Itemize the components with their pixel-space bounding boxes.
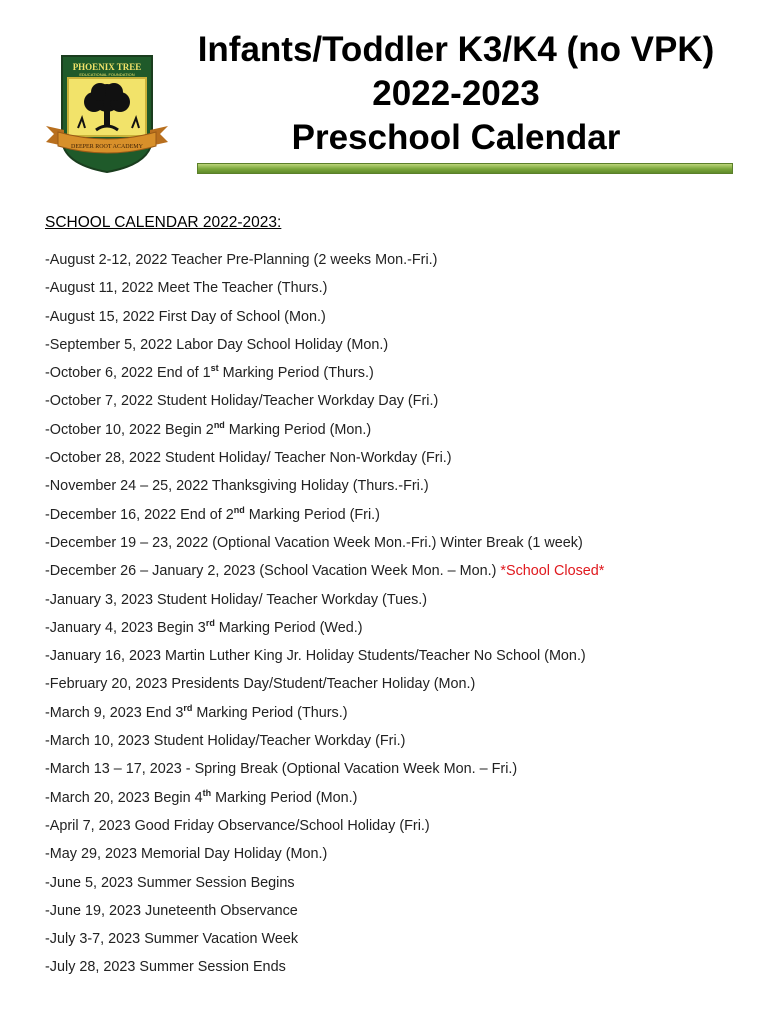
event-text-continued: Marking Period (Fri.) [244, 506, 380, 523]
event-text: -June 5, 2023 Summer Session Begins [45, 874, 295, 891]
event-text: -December 16, 2022 End of 2 [45, 506, 234, 523]
calendar-event [45, 899, 604, 927]
calendar-event [45, 531, 604, 559]
logo-top-text: PHOENIX TREE [72, 62, 142, 72]
event-text: -March 10, 2023 Student Holiday/Teacher Workday (Fri.) [45, 733, 406, 750]
ordinal-suffix: th [202, 787, 212, 798]
event-text: -June 19, 2023 Juneteenth Observance [45, 902, 298, 919]
calendar-event [45, 616, 604, 644]
document-title [180, 28, 732, 160]
calendar-event [45, 927, 604, 955]
calendar-event [45, 871, 604, 899]
event-text-continued: Marking Period (Mon.) [211, 789, 358, 806]
school-closed-note: *School Closed* [500, 563, 605, 580]
calendar-event [45, 418, 604, 446]
calendar-event [45, 786, 604, 814]
event-text: -December 19 – 23, 2022 (Optional Vacation Week Mon.-Fri.) Winter Break (1 week) [45, 534, 583, 551]
calendar-event [45, 305, 604, 333]
title-line-1: Infants/Toddler K3/K4 (no VPK) [197, 30, 715, 69]
calendar-event [45, 588, 604, 616]
calendar-event [45, 729, 604, 757]
event-text-continued: Marking Period (Mon.) [224, 421, 372, 438]
event-text: -July 28, 2023 Summer Session Ends [45, 959, 286, 976]
calendar-event [45, 559, 604, 587]
title-line-3: Preschool Calendar [291, 118, 621, 157]
event-text: -November 24 – 25, 2022 Thanksgiving Holiday (Thurs.-Fri.) [45, 478, 429, 495]
event-text: -October 7, 2022 Student Holiday/Teacher Workday Day (Fri.) [45, 393, 439, 410]
section-heading: SCHOOL CALENDAR 2022-2023: [45, 214, 282, 231]
calendar-event [45, 389, 604, 417]
calendar-event [45, 248, 604, 276]
calendar-event [45, 276, 604, 304]
calendar-event [45, 333, 604, 361]
event-text: -December 26 – January 2, 2023 (School Vacation Week Mon. – Mon.) [45, 563, 501, 580]
calendar-event [45, 644, 604, 672]
ordinal-suffix: rd [183, 702, 193, 713]
calendar-event [45, 446, 604, 474]
event-text: -October 10, 2022 Begin 2 [45, 421, 214, 438]
event-text: -March 9, 2023 End 3 [45, 704, 184, 721]
event-text: -May 29, 2023 Memorial Day Holiday (Mon.) [45, 846, 328, 863]
event-text: -September 5, 2022 Labor Day School Holiday (Mon.) [45, 336, 389, 353]
title-divider [197, 163, 733, 174]
phoenix-tree-logo [44, 46, 170, 174]
ordinal-suffix: nd [233, 504, 245, 515]
calendar-event [45, 701, 604, 729]
event-text: -January 3, 2023 Student Holiday/ Teacher Workday (Tues.) [45, 591, 428, 608]
calendar-event [45, 503, 604, 531]
ordinal-suffix: nd [213, 419, 225, 430]
event-text-continued: Marking Period (Thurs.) [192, 704, 348, 721]
calendar-event [45, 361, 604, 389]
calendar-event [45, 474, 604, 502]
ordinal-suffix: st [210, 363, 219, 374]
calendar-event [45, 814, 604, 842]
calendar-event [45, 672, 604, 700]
logo-sub-text: EDUCATIONAL FOUNDATION [79, 72, 135, 77]
event-text-continued: Marking Period (Wed.) [214, 619, 363, 636]
event-text: -August 2-12, 2022 Teacher Pre-Planning (2 weeks Mon.-Fri.) [45, 252, 438, 268]
event-text: -March 13 – 17, 2023 - Spring Break (Optional Vacation Week Mon. – Fri.) [45, 761, 518, 778]
event-text: -April 7, 2023 Good Friday Observance/School Holiday (Fri.) [45, 817, 430, 834]
title-line-2: 2022-2023 [372, 74, 540, 113]
event-text: -August 15, 2022 First Day of School (Mon.) [45, 308, 326, 325]
calendar-event [45, 757, 604, 785]
event-text: -January 4, 2023 Begin 3 [45, 619, 206, 636]
logo-ribbon-text: DEEPER ROOT ACADEMY [71, 144, 143, 150]
ordinal-suffix: rd [205, 618, 215, 629]
event-text: -October 28, 2022 Student Holiday/ Teacher Non-Workday (Fri.) [45, 450, 452, 467]
event-text: -January 16, 2023 Martin Luther King Jr. Holiday Students/Teacher No School (Mon.) [45, 648, 586, 665]
event-text: -October 6, 2022 End of 1 [45, 365, 211, 382]
calendar-event-list [45, 248, 604, 984]
event-text-continued: Marking Period (Thurs.) [218, 365, 374, 382]
event-text: -August 11, 2022 Meet The Teacher (Thurs.) [45, 280, 328, 297]
event-text: -March 20, 2023 Begin 4 [45, 789, 203, 806]
event-text: -February 20, 2023 Presidents Day/Student/Teacher Holiday (Mon.) [45, 676, 476, 693]
calendar-event [45, 955, 604, 983]
event-text: -July 3-7, 2023 Summer Vacation Week [45, 931, 299, 948]
calendar-event [45, 842, 604, 870]
